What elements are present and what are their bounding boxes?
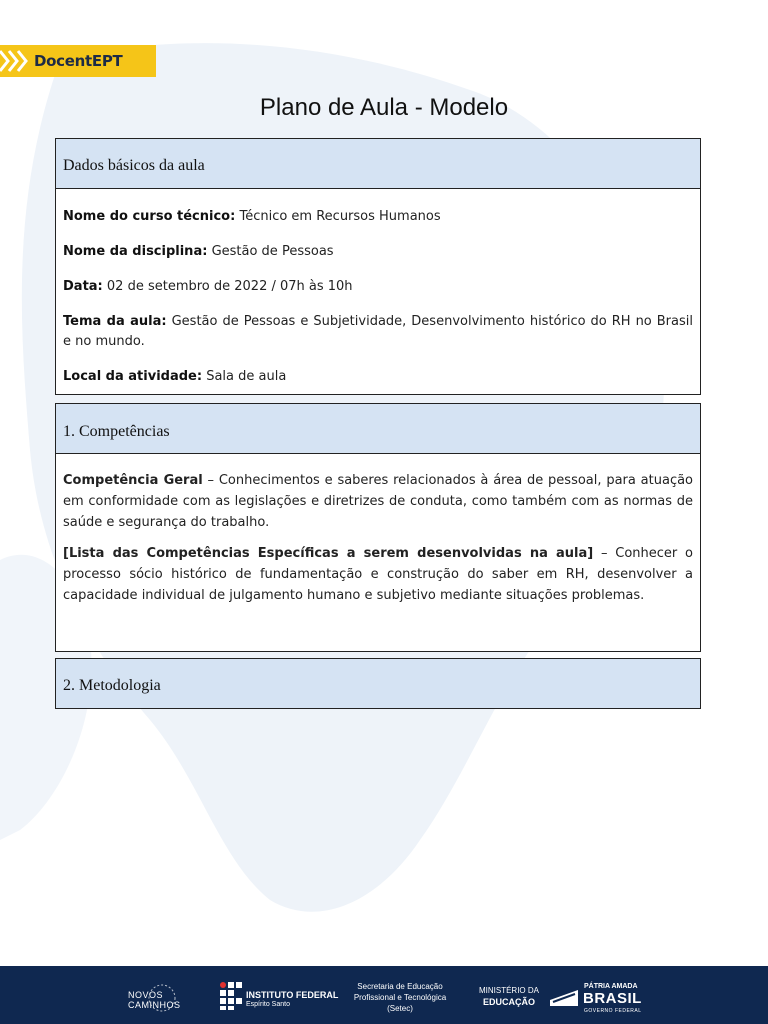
- field-date-value: 02 de setembro de 2022 / 07h às 10h: [106, 279, 353, 294]
- footer-logos-bar: [0, 966, 768, 1024]
- metodologia-section: [55, 658, 701, 709]
- brasil-flag-icon: [549, 986, 579, 1008]
- chevron-logo-icon: [0, 45, 30, 77]
- field-date-label: Data:: [63, 279, 103, 294]
- instituto-federal-name: INSTITUTO FEDERAL: [246, 990, 339, 1000]
- field-theme-value: Gestão de Pessoas e Subjetividade, Desenvolvimento histórico do RH no Brasil e no mundo.: [63, 314, 693, 349]
- basic-data-section: [55, 138, 701, 395]
- ministerio-line-2: EDUCAÇÃO: [482, 997, 535, 1007]
- ministerio-line-1: MINISTÉRIO DA: [478, 986, 539, 995]
- novos-caminhos-logo: [128, 982, 200, 1014]
- competencias-header: 1. Competências: [56, 404, 700, 454]
- metodologia-header: 2. Metodologia: [56, 659, 700, 707]
- field-theme: [63, 312, 693, 367]
- field-discipline-label: Nome da disciplina:: [63, 244, 208, 259]
- field-course-value: Técnico em Recursos Humanos: [239, 209, 441, 224]
- field-course: [63, 207, 693, 242]
- field-discipline-value: Gestão de Pessoas: [211, 244, 334, 259]
- brasil-top-text: PÁTRIA AMADA: [584, 983, 638, 990]
- novos-caminhos-text: NOVOS CAMINHOS: [128, 990, 181, 1010]
- specific-competence: [63, 543, 693, 606]
- instituto-federal-campus: Espírito Santo: [246, 1001, 290, 1008]
- competencias-section: [55, 403, 701, 652]
- specific-competence-text: – Conhecer o processo sócio histórico de fundamentação e construção do saber em RH, desenvolver a capacidade individual de julgamento humano e subjetivo mediante situações problemas.: [63, 546, 693, 603]
- general-competence-label: Competência Geral: [63, 473, 203, 488]
- instituto-federal-grid-icon: [220, 982, 242, 1010]
- field-theme-label: Tema da aula:: [63, 314, 167, 329]
- field-location: [63, 367, 693, 387]
- logo-text: DocentEPT: [34, 52, 123, 70]
- general-competence-text: – Conhecimentos e saberes relacionados à área de pessoal, para atuação em conformidade com as legislações e diretrizes de conduta, como também com as normas de saúde e segurança do trabalho.: [63, 473, 694, 530]
- docentept-logo: [0, 45, 156, 77]
- general-competence: [63, 470, 693, 533]
- specific-competence-label: [Lista das Competências Específicas a serem desenvolvidas na aula]: [63, 546, 594, 561]
- field-date: [63, 277, 693, 312]
- brasil-main-text: BRASIL: [583, 990, 642, 1007]
- page-title: Plano de Aula - Modelo: [259, 94, 509, 121]
- field-discipline: [63, 242, 693, 277]
- field-location-value: Sala de aula: [206, 369, 287, 384]
- setec-line-2: Profissional e Tecnológica: [353, 993, 447, 1002]
- brasil-sub-text: GOVERNO FEDERAL: [584, 1008, 642, 1014]
- field-course-label: Nome do curso técnico:: [63, 209, 236, 224]
- basic-data-header: Dados básicos da aula: [56, 139, 700, 189]
- setec-line-3: (Setec): [387, 1004, 413, 1013]
- setec-line-1: Secretaria de Educação: [357, 982, 443, 991]
- field-location-label: Local da atividade:: [63, 369, 203, 384]
